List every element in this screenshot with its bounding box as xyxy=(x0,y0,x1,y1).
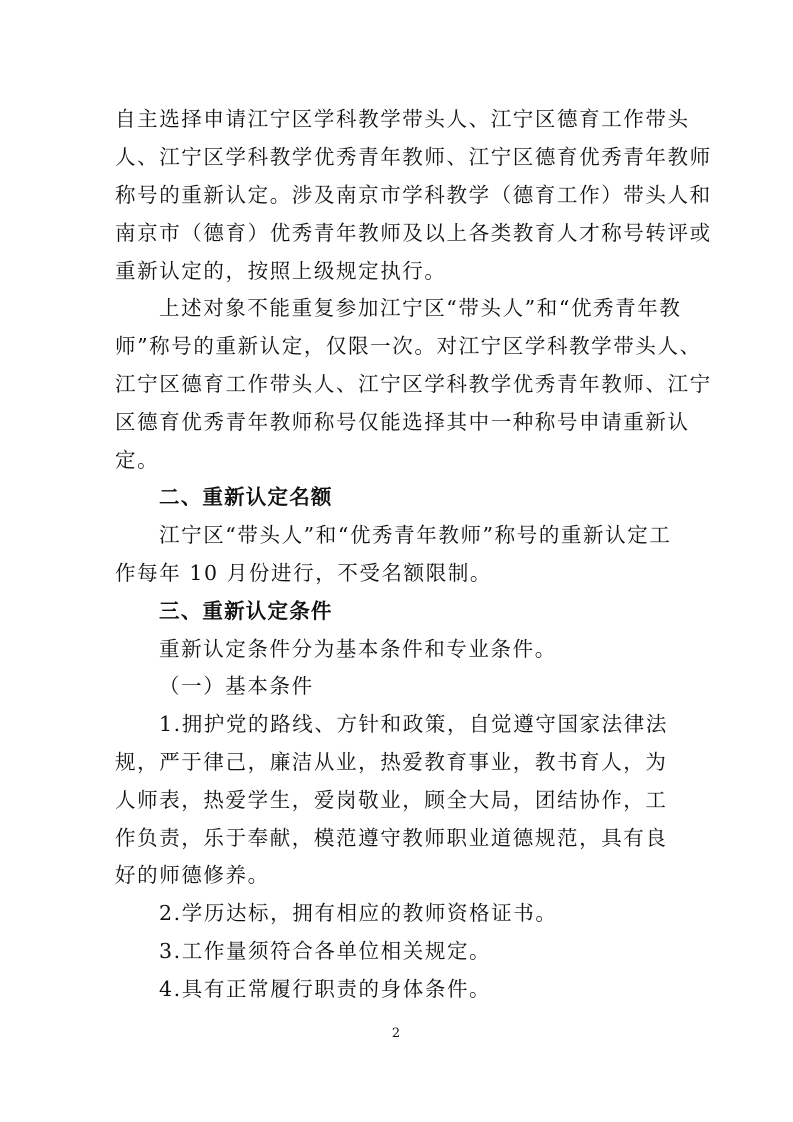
section-heading-conditions: 三、重新认定条件 xyxy=(159,599,333,623)
text-line: 人师表，热爱学生，爱岗敬业，顾全大局，团结协作，工 xyxy=(115,788,668,812)
text-line: 南京市（德育）优秀青年教师及以上各类教育人才称号转评或 xyxy=(115,221,712,245)
text-line: 作负责，乐于奉献，模范遵守教师职业道德规范，具有良 xyxy=(115,826,668,850)
subheading-basic-conditions: （一）基本条件 xyxy=(159,674,314,698)
text-line: 自主选择申请江宁区学科教学带头人、江宁区德育工作带头 xyxy=(115,107,690,131)
paragraph-first-line: 江宁区“带头人”和“优秀青年教师”称号的重新认定工 xyxy=(159,523,672,547)
text-line: 称号的重新认定。涉及南京市学科教学（德育工作）带头人和 xyxy=(115,183,712,207)
text-line: 江宁区德育工作带头人、江宁区学科教学优秀青年教师、江宁 xyxy=(115,372,712,396)
numbered-item-1: 1.拥护党的路线、方针和政策，自觉遵守国家法律法 xyxy=(159,712,668,736)
text-line: 作每年 10 月份进行，不受名额限制。 xyxy=(115,561,493,585)
text-line: 重新认定的，按照上级规定执行。 xyxy=(115,259,447,283)
text-line: 规，严于律己，廉洁从业，热爱教育事业，教书育人，为 xyxy=(115,750,668,774)
text-line: 师”称号的重新认定，仅限一次。对江宁区学科教学带头人、 xyxy=(115,334,702,358)
text-line: 人、江宁区学科教学优秀青年教师、江宁区德育优秀青年教师 xyxy=(115,145,712,169)
text-line: 好的师德修养。 xyxy=(115,863,270,887)
section-heading-quota: 二、重新认定名额 xyxy=(159,485,333,509)
paragraph-first-line: 重新认定条件分为基本条件和专业条件。 xyxy=(159,637,557,661)
paragraph-first-line: 上述对象不能重复参加江宁区“带头人”和“优秀青年教 xyxy=(159,296,682,320)
numbered-item-2: 2.学历达标，拥有相应的教师资格证书。 xyxy=(159,901,558,925)
text-line: 区德育优秀青年教师称号仅能选择其中一种称号申请重新认 xyxy=(115,410,690,434)
numbered-item-4: 4.具有正常履行职责的身体条件。 xyxy=(159,977,492,1001)
numbered-item-3: 3.工作量须符合各单位相关规定。 xyxy=(159,939,492,963)
page-number: 2 xyxy=(391,1026,401,1041)
text-line: 定。 xyxy=(115,448,160,472)
